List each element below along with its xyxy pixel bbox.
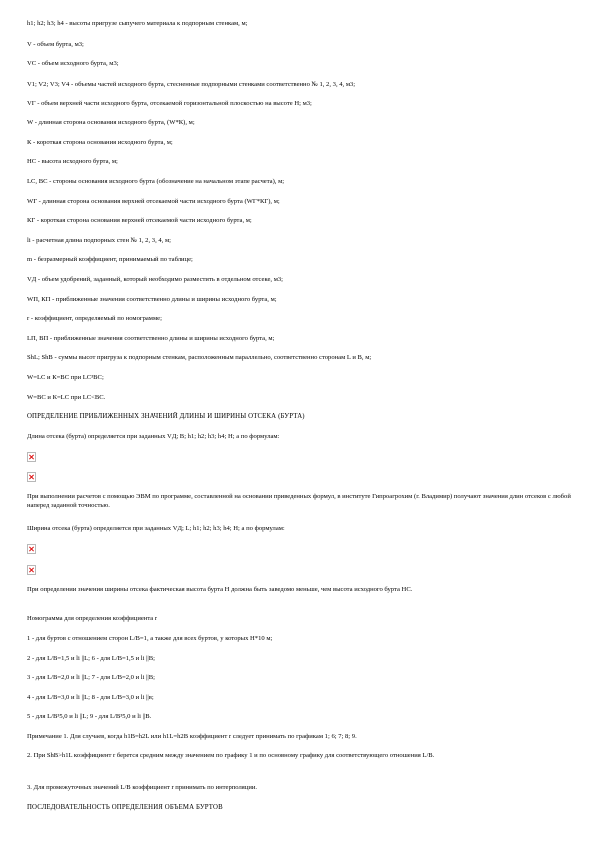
text-line: Длина отсека (бурта) определяется при заданных VД; В; h1; h2; h3; h4; Н; а по формулам: [27,433,280,440]
text-paragraph: 2. При ShB>h1L коэффициент r берется средним между значением по графику 1 и по основному графику для соответствующего отношения L/B. [27,752,435,759]
text-line: LП, ВП - приближенные значения соответственно длины и ширины исходного бурта, м; [27,335,275,342]
text-line: WП, КП - приближенные значения соответственно длины и ширины исходного бурта, м; [27,296,277,303]
text-line: Ширина отсека (бурта) определяется при заданных VД; L; h1; h2; h3; h4; Н; а по формулам: [27,525,285,532]
text-line: r - коэффициент, определяемый по номограмме; [27,315,162,322]
text-paragraph: При выполнении расчетов с помощью ЭВМ по программе, составленной на основании приведенных формул, в институте Гипроагрохим (г. Владимир) получают значения длин отсеков с любой наперед заданной точностью. [27,493,571,509]
text-line: 2 - для L/B=1,5 и li ||L; 6 - для L/B=1,5 и li ||B; [27,655,155,662]
text-line: m - безразмерный коэффициент, принимаемый по таблице; [27,256,193,263]
text-line: 4 - для L/B=3,0 и li ||L; 8 - для L/B=3,0 и li ||в; [27,694,154,701]
text-line: 3. Для промежуточных значений L/B коэффициент r принимать по интерполяции. [27,784,258,791]
text-line: ShL; ShB - суммы высот пригруза к подпорным стенкам, расположенным параллельно, соответственно сторонам L и В, м; [27,354,372,361]
text-line: 1 - для буртов с отношением сторон L/B=1, а также для всех буртов, у которых Н*10 м; [27,635,273,642]
text-line: V1; V2; V3; V4 - объемы частей исходного бурта, стесненные подпорными стенками соответственно № 1, 2, 3, 4, м3; [27,81,356,88]
text-line: КГ - короткая сторона основания верхней отсекаемой части исходного бурта, м; [27,217,252,224]
text-line: 5 - для L/B³5,0 и li ||L; 9 - для L/B³5,0 и li ||B. [27,713,152,720]
text-line: При определении значения ширины отсека фактическая высота бурта Н должна быть заведомо меньше, чем высота исходного бурта НС. [27,586,413,593]
text-line: W - длинная сторона основания исходного бурта, (W*К), м; [27,119,195,126]
broken-image-icon [27,565,36,575]
text-line: W=ВС и К=LC при LC<ВС. [27,394,106,401]
text-line: W=LC и К=ВС при LC³ВС; [27,374,104,381]
text-line: Номограмма для определения коэффициента r [27,615,158,622]
broken-image-icon [27,472,36,482]
section-heading: ОПРЕДЕЛЕНИЕ ПРИБЛИЖЕННЫХ ЗНАЧЕНИЙ ДЛИНЫ И ШИРИНЫ ОТСЕКА (БУРТА) [27,413,305,420]
broken-image-icon [27,544,36,554]
text-line: V - объем бурта, м3; [27,41,84,48]
text-line: VГ - объем верхней части исходного бурта, отсекаемой горизонтальной плоскостью на высоте H; м3; [27,100,312,107]
text-line: 3 - для L/B=2,0 и li ||L; 7 - для L/B=2,0 и li ||B; [27,674,155,681]
text-line: h1; h2; h3; h4 - высоты пригрузе сыпучего материала к подпорным стенкам, м; [27,20,248,27]
text-line: К - короткая сторона основания исходного бурта, м; [27,139,173,146]
text-line: Примечание 1. Для случаев, когда h1В=h2L или h1L=h2B коэффициент r следует принимать по графикам 1; 6; 7; 8; 9. [27,733,357,740]
text-line: li - расчетная длина подпорных стен № 1, 2, 3, 4, м; [27,237,171,244]
text-line: WГ - длинная сторона основания верхней отсекаемой части исходного бурта (WГ*КГ), м; [27,198,280,205]
text-line: НС - высота исходного бурта, м; [27,158,118,165]
text-line: VC - объем исходного бурта, м3; [27,60,119,67]
broken-image-icon [27,452,36,462]
section-heading: ПОСЛЕДОВАТЕЛЬНОСТЬ ОПРЕДЕЛЕНИЯ ОБЪЕМА БУРТОВ [27,804,223,811]
text-line: LC, ВС - стороны основания исходного бурта (обозначение на начальном этапе расчета), м; [27,178,285,185]
text-line: VД - объем удобрений, заданный, который необходимо разместить в отдельном отсеке, м3; [27,276,284,283]
